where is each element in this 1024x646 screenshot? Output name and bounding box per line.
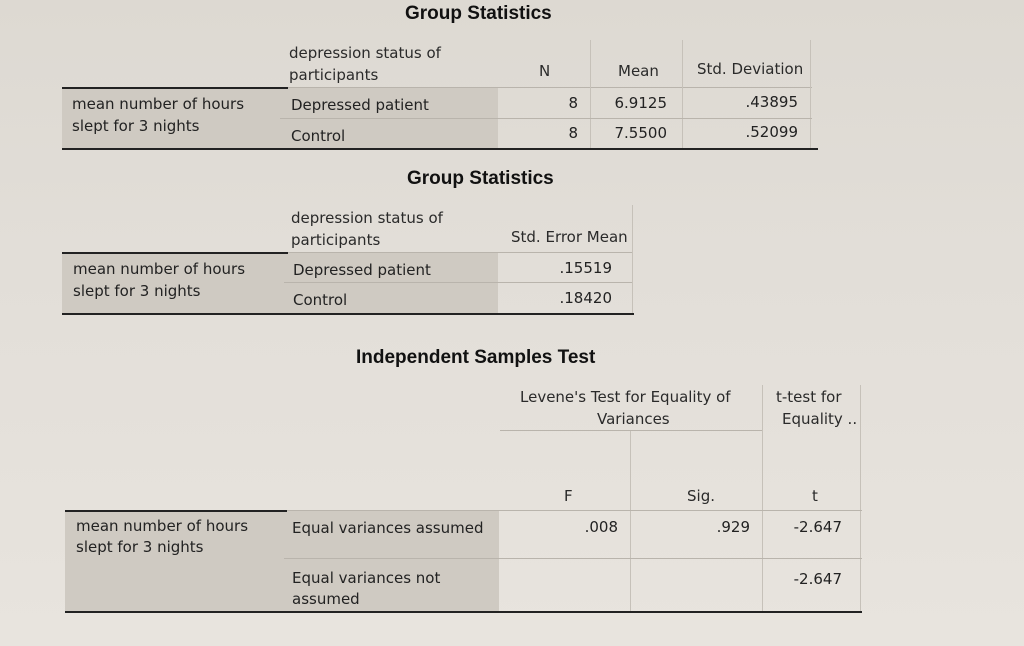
group-depressed: Depressed patient bbox=[293, 261, 431, 279]
table-title: Independent Samples Test bbox=[356, 347, 596, 368]
group-header-line2: participants bbox=[289, 66, 379, 84]
row-label-line1: mean number of hours bbox=[73, 260, 246, 278]
col-header-std-deviation: Std. Deviation bbox=[697, 60, 804, 78]
equal-variances-not-assumed-line2: assumed bbox=[292, 590, 360, 608]
table-title: Group Statistics bbox=[407, 168, 554, 189]
mean-control: 7.5500 bbox=[614, 124, 667, 142]
table-title: Group Statistics bbox=[405, 3, 552, 24]
col-header-f: F bbox=[564, 487, 573, 505]
row-label-line1: mean number of hours bbox=[76, 517, 249, 535]
group-header-line2: participants bbox=[291, 231, 381, 249]
t-value-not-assumed: -2.647 bbox=[793, 570, 842, 588]
col-header-t: t bbox=[812, 487, 818, 505]
ttest-header-line1: t-test for bbox=[776, 388, 842, 406]
group-header-line1: depression status of bbox=[291, 209, 443, 227]
n-depressed: 8 bbox=[568, 94, 578, 112]
mean-depressed: 6.9125 bbox=[614, 94, 667, 112]
row-label-line2: slept for 3 nights bbox=[72, 117, 200, 135]
group-control: Control bbox=[291, 127, 346, 145]
row-label-line2: slept for 3 nights bbox=[76, 538, 204, 556]
equal-variances-assumed-label: Equal variances assumed bbox=[292, 519, 484, 537]
se-control: .18420 bbox=[559, 289, 612, 307]
se-depressed: .15519 bbox=[559, 259, 612, 277]
t-value-assumed: -2.647 bbox=[793, 518, 842, 536]
group-header-line1: depression status of bbox=[289, 44, 441, 62]
col-header-n: N bbox=[539, 62, 551, 80]
levene-header-line2: Variances bbox=[597, 410, 670, 428]
col-header-std-error-mean: Std. Error Mean bbox=[511, 228, 628, 246]
equal-variances-not-assumed-line1: Equal variances not bbox=[292, 569, 441, 587]
f-value: .008 bbox=[584, 518, 618, 536]
group-control: Control bbox=[293, 291, 348, 309]
sig-value: .929 bbox=[716, 518, 750, 536]
sd-control: .52099 bbox=[745, 123, 798, 141]
col-header-mean: Mean bbox=[618, 62, 659, 80]
row-label-line2: slept for 3 nights bbox=[73, 282, 201, 300]
col-header-sig: Sig. bbox=[687, 487, 715, 505]
ttest-header-line2: Equality .. bbox=[782, 410, 858, 428]
levene-header-line1: Levene's Test for Equality of bbox=[520, 388, 731, 406]
row-label-line1: mean number of hours bbox=[72, 95, 245, 113]
n-control: 8 bbox=[568, 124, 578, 142]
sd-depressed: .43895 bbox=[745, 93, 798, 111]
group-depressed: Depressed patient bbox=[291, 96, 429, 114]
